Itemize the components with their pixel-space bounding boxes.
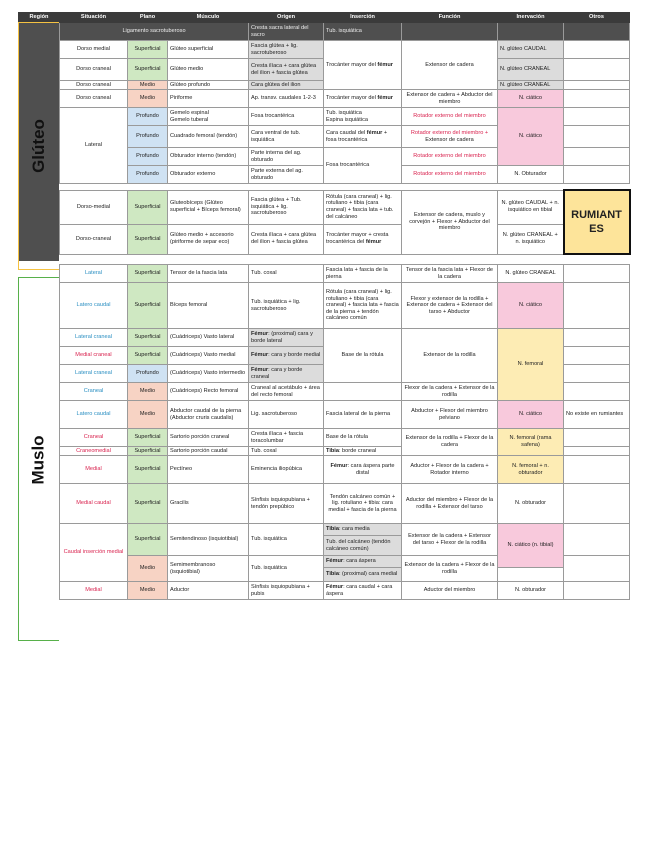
col-inervacion: Inervación	[498, 13, 564, 23]
table-row: Caudal inserción medial Superficial Semitendinoso (isquiotibial) Tub. isquiática Tibia: cara media Extensor de la cadera + Extensor del tarso + Flexor de la rodilla N. ciático (n. tibial)	[19, 524, 630, 536]
table-row: Profundo Obturador externo Parte externa del ag. obturado Rotador externo del miembro N. Obturador	[19, 166, 630, 184]
table-row: Tibia: (proximal) cara medial	[19, 568, 630, 582]
table-row: Tub. del calcáneo (tendón calcáneo común)	[19, 536, 630, 556]
table-row: Medial craneal Superficial (Cuádriceps) Vasto medial Fémur: cara y borde medial	[19, 347, 630, 365]
table-row: Lateral craneal Superficial (Cuádriceps) Vasto lateral Fémur: (proximal) cara y borde lateral Base de la rótula Extensor de la rodilla N. femoral	[19, 329, 630, 347]
table-row: Dorso craneal Superficial Glúteo medio Cresta ilíaca + cara glútea del ilion + fascia glútea N. glúteo CRANEAL	[19, 59, 630, 81]
col-musculo: Músculo	[168, 13, 249, 23]
table-row: Medial caudal Superficial Gracilis Sínfisis isquiopubiana + tendón prepúbico Tendón calcáneo común + lig. rotuliano + tibia: cara medial + fascia de la pierna Aductor del miembro + Flexor de la rodilla + Extensor del tarso N. obturador	[19, 484, 630, 524]
table-row: Profundo Obturador interno (tendón) Parte interna del ag. obturado Fosa trocantérica Rotador externo del miembro	[19, 148, 630, 166]
gluteo-region-label: Glúteo	[28, 119, 48, 173]
table-row: Craneomedial Superficial Sartorio porción caudal Tub. coxal Tibia: borde craneal	[19, 447, 630, 456]
table-row: Profundo Cuadrado femoral (tendón) Cara ventral de tub. isquiática Cara caudal del fémur + fosa trocantérica Rotador externo del miembro + Extensor de cadera	[19, 126, 630, 148]
col-origen: Origen	[249, 13, 324, 23]
table-row: Craneal Superficial Sartorio porción craneal Cresta ilíaca + fascia toracolumbar Base de la rótula Extensor de la rodilla + Flexor de la cadera N. femoral (rama safena)	[19, 429, 630, 447]
ligamento-row	[19, 23, 630, 41]
table-row: Lateral craneal Profundo (Cuádriceps) Vasto intermedio Fémur: cara y borde craneal	[19, 365, 630, 383]
ligamento-origen: Cresta sacra lateral del sacro	[249, 23, 324, 41]
table-row: Dorso-craneal Superficial Glúteo medio + accesorio (piriforme de separ eco) Cresta ilíaca + cara glútea del ilion + fascia glútea Trocánter mayor + cresta trocantérica del fémur N. glúteo CRANEAL + n. isquiático	[19, 224, 630, 254]
anatomy-sheet	[18, 12, 629, 600]
col-insercion: Inserción	[324, 13, 402, 23]
col-otros: Otros	[564, 13, 630, 23]
table-row: Medio Semimembranoso (isquiotibial) Tub. isquiática Fémur: cara áspera Extensor de la cadera + Flexor de la rodilla	[19, 556, 630, 568]
col-plano: Plano	[128, 13, 168, 23]
col-funcion: Función	[402, 13, 498, 23]
table-row: Latero caudal Medio Abductor caudal de la pierna (Abductor cruris caudalis) Lig. sacrotuberoso Fascia lateral de la pierna Abductor + Flexor del miembro pelviano N. ciático No existe en rumiantes	[19, 401, 630, 429]
table-row: Latero caudal Superficial Bíceps femoral Tub. isquiática + lig. sacrotuberoso Rótula (cara craneal) + lig. rotuliano + tibia (cara craneal) + fascia lata + fascia de la pierna + tendón calcáneo común Flexor y extensor de la rodilla + Extensor de cadera + Extensor del tarso + Abductor N. ciático	[19, 283, 630, 329]
table-row: Dorso-medial Superficial Gluteobíceps (Glúteo superficial + Bíceps femoral) Fascia glútea + Tub. isquiática + lig. sacrotuberoso Rótula (cara craneal) + lig. rotuliano + tibia (cara craneal) + fascia lata + tub. del calcáneo Extensor de cadera, muslo y corvejón + Flexor + Abductor del miembro N. glúteo CAUDAL + n. isquiático en tibial RUMIANT ES	[19, 190, 630, 224]
ligamento-insercion: Tub. isquiática	[324, 23, 402, 41]
ligamento-label: Ligamento sacrotuberoso	[60, 23, 249, 41]
header-row	[19, 13, 630, 23]
table-row: Lateral Profundo Gemelo espinal Gemelo tuberal Fosa trocantérica Tub. isquiática Espina isquiática Rotador externo del miembro N. ciático	[19, 108, 630, 126]
table-row: Lateral Superficial Tensor de la fascia lata Tub. coxal Fascia lata + fascia de la pierna Tensor de la fascia lata + Flexor de la cadera N. glúteo CRANEAL	[19, 265, 630, 283]
col-region: Región	[19, 13, 60, 23]
muslo-region-label: Muslo	[28, 435, 48, 485]
table-row: Medial Superficial Pectíneo Eminencia iliopúbica Fémur: cara áspera parte distal Aductor + Flexor de la cadera + Rotador interno N. femoral + n. obturador	[19, 456, 630, 484]
table-row: Dorso medial Superficial Glúteo superficial Fascia glútea + lig. sacrotuberoso Trocánter mayor del fémur Extensor de cadera N. glúteo CAUDAL	[19, 41, 630, 59]
rumiantes-badge: RUMIANT ES	[564, 190, 630, 254]
table-row: Medial Medio Aductor Sínfisis isquiopubiana + pubis Fémur: cara caudal + cara áspera Aductor del miembro N. obturador	[19, 582, 630, 600]
table-row: Dorso craneal Medio Piriforme Ap. transv. caudales 1-2-3 Trocánter mayor del fémur Extensor de cadera + Abductor del miembro N. ciático	[19, 90, 630, 108]
muscle-table	[18, 12, 631, 600]
col-situacion: Situación	[60, 13, 128, 23]
table-row: Dorso craneal Medio Glúteo profundo Cara glútea del ilion N. glúteo CRANEAL	[19, 81, 630, 90]
table-row: Craneal Medio (Cuádriceps) Recto femoral Craneal al acetábulo + área del recto femoral Flexor de la cadera + Extensor de la rodilla	[19, 383, 630, 401]
